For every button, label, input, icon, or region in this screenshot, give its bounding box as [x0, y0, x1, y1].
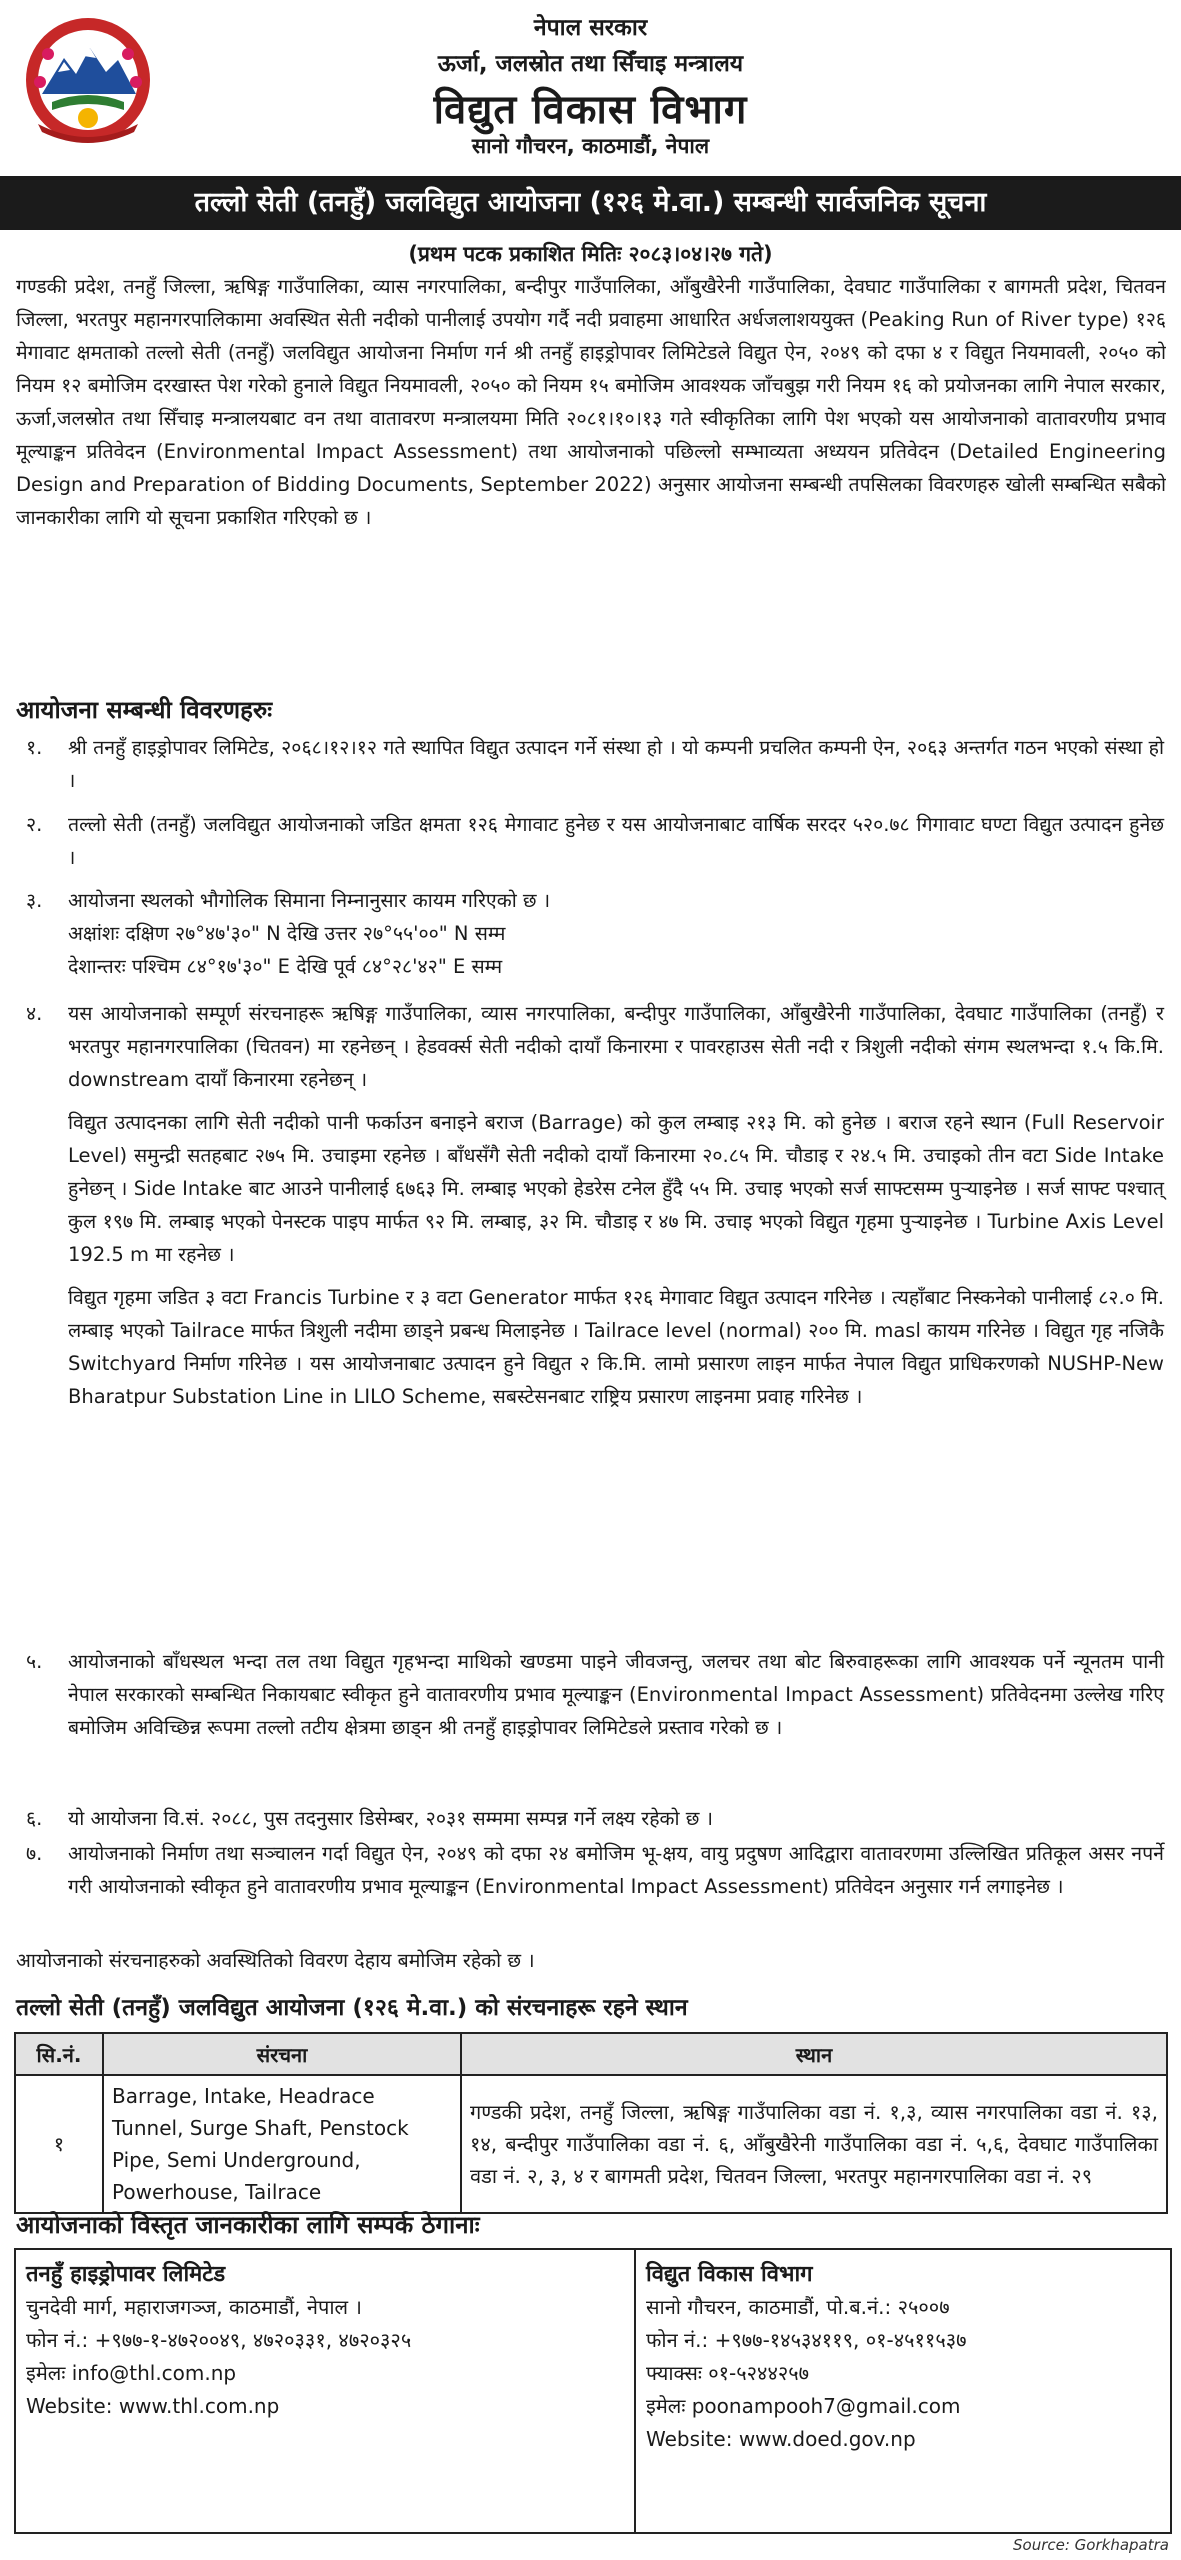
column-header: स्थान: [461, 2033, 1167, 2075]
page-header: [0, 0, 1181, 160]
item-text: श्री तनहुँ हाइड्रोपावर लिमिटेड, २०६८।१२।१२ गते स्थापित विद्युत उत्पादन गर्ने संस्था हो । यो कम्पनी प्रचलित कम्पनी ऐन, २०६३ अन्तर्गत गठन भएको संस्था हो ।: [68, 736, 1164, 792]
details-closing: आयोजनाको संरचनाहरुको अवस्थितिको विवरण देहाय बमोजिम रहेको छ ।: [16, 1949, 535, 1972]
government-name: नेपाल सरकार: [533, 15, 648, 41]
item-number: ३.: [26, 889, 43, 912]
ministry-name: ऊर्जा, जलस्रोत तथा सिँचाइ मन्त्रालय: [437, 51, 744, 77]
contact-email: इमेलः info@thl.com.np: [26, 2361, 237, 2385]
structures-paragraph: यस आयोजनाको सम्पूर्ण संरचनाहरू ऋषिङ्ग गाउँपालिका, व्यास नगरपालिका, बन्दीपुर गाउँपालिका, आँबुखैरेनी गाउँपालिका, देवघाट गाउँपालिका (तनहुँ) र भरतपुर महानगरपालिका (चितवन) मा रहनेछन् । हेडवर्क्स सेती नदीको दायाँ किनारमा र पावरहाउस सेती नदी र त्रिशुली नदीको संगम स्थलभन्दा १.५ कि.मि. downstream दायाँ किनारमा रहनेछन् ।: [68, 1002, 1164, 1091]
serial-cell: १: [15, 2075, 103, 2213]
table-row: [15, 2075, 1167, 2213]
contact-section: [14, 2248, 1172, 2534]
item-text: आयोजना स्थलको भौगोलिक सिमाना निम्नानुसार कायम गरिएको छ ।: [68, 889, 551, 912]
detail-item-3: [16, 884, 1166, 984]
contact-email: इमेलः poonampooh7@gmail.com: [646, 2394, 961, 2418]
contact-name: तनहुँ हाइड्रोपावर लिमिटेड: [26, 2262, 226, 2287]
contact-address: चुनदेवी मार्ग, महाराजगञ्ज, काठमाडौं, नेपाल ।: [26, 2295, 362, 2319]
contact-phone: फोन नं.: +९७७-१४५३४११९, ०१-४५११५३७: [646, 2328, 967, 2352]
intro-paragraph: गण्डकी प्रदेश, तनहुँ जिल्ला, ऋषिङ्ग गाउँपालिका, व्यास नगरपालिका, बन्दीपुर गाउँपालिका, आँबुखैरेनी गाउँपालिका, देवघाट गाउँपालिका र बागमती प्रदेश, चितवन जिल्ला, भरतपुर महानगरपालिकामा अवस्थित सेती नदीको पानीलाई उपयोग गर्दै नदी प्रवाहमा आधारित अर्धजलाशययुक्त (Peaking Run of River type) १२६ मेगावाट क्षमताको तल्लो सेती (तनहुँ) जलविद्युत आयोजना निर्माण गर्न श्री तनहुँ हाइड्रोपावर लिमिटेडले विद्युत ऐन, २०४९ को दफा ४ र विद्युत नियमावली, २०५० को नियम १२ बमोजिम दरखास्त पेश गरेको हुनाले विद्युत नियमावली, २०५० को नियम १५ बमोजिम आवश्यक जाँचबुझ गरी नियम १६ को प्रयोजनका लागि नेपाल सरकार, ऊर्जा,जलस्रोत तथा सिँचाइ मन्त्रालयबाट वन तथा वातावरण मन्त्रालयमा मिति २०८१।१०।१३ गते स्वीकृतिका लागि पेश भएको यस आयोजनाको वातावरणीय प्रभाव मूल्याङ्कन प्रतिवेदन (Environmental Impact Assessment) तथा आयोजनाको पछिल्लो सम्भाव्यता अध्ययन प्रतिवेदन (Detailed Engineering Design and Preparation of Bidding Documents, September 2022) अनुसार आयोजना सम्बन्धी तपसिलका विवरणहरु खोली सम्बन्धित सबैको जानकारीका लागि यो सूचना प्रकाशित गरिएको छ ।: [16, 275, 1166, 529]
powerhouse-paragraph: विद्युत गृहमा जडित ३ वटा Francis Turbine र ३ वटा Generator मार्फत १२६ मेगावाट विद्युत उत्पादन गरिनेछ । त्यहाँबाट निस्कनेको पानीलाई ८२.० मि. लम्बाइ भएको Tailrace मार्फत त्रिशुली नदीमा छाड्ने प्रबन्ध मिलाइनेछ । Tailrace level (normal) २०० मि. masl कायम गरिनेछ । विद्युत गृह नजिकै Switchyard निर्माण गरिनेछ । यस आयोजनाबाट उत्पादन हुने विद्युत २ कि.मि. लामो प्रसारण लाइन मार्फत नेपाल विद्युत प्राधिकरणको NUSHP-New Bharatpur Substation Line in LILO Scheme, सबस्टेसनबाट राष्ट्रिय प्रसारण लाइनमा प्रवाह गरिनेछ ।: [68, 1286, 1164, 1408]
location-cell: गण्डकी प्रदेश, तनहुँ जिल्ला, ऋषिङ्ग गाउँपालिका वडा नं. १,३, व्यास नगरपालिका वडा नं. १३, १४, बन्दीपुर गाउँपालिका वडा नं. ६, आँबुखैरेनी गाउँपालिका वडा नं. ५,६, देवघाट गाउँपालिका वडा नं. २, ३, ४ र बागमती प्रदेश, चितवन जिल्ला, भरतपुर महानगरपालिका वडा नं. २९: [461, 2075, 1167, 2213]
contact-thl: [16, 2250, 636, 2532]
department-name: विद्युत विकास विभाग: [433, 87, 748, 133]
item-number: ५.: [26, 1650, 43, 1673]
publication-date: (प्रथम पटक प्रकाशित मितिः २०८३।०४।२७ गते): [408, 242, 773, 266]
contact-website: Website: www.doed.gov.np: [646, 2427, 916, 2451]
item-text-block: [68, 997, 1164, 1423]
item-number: ४.: [26, 1002, 43, 1025]
item-number: ७.: [26, 1842, 43, 1865]
source-credit: Source: Gorkhapatra: [1013, 2536, 1169, 2554]
barrage-paragraph: विद्युत उत्पादनका लागि सेती नदीको पानी फर्काउन बनाइने बराज (Barrage) को कुल लम्बाइ २१३ मि. को हुनेछ । बराज रहने स्थान (Full Reservoir Level) समुन्द्री सतहबाट २७५ मि. उचाइमा रहनेछ । बाँधसँगै सेती नदीको दायाँ किनारमा २०.८५ मि. चौडाइ र २४.५ मि. उचाइको तीन वटा Side Intake हुनेछन् । Side Intake बाट आउने पानीलाई ६७६३ मि. लम्बाइ भएको हेडरेस टनेल हुँदै ५५ मि. उचाइ भएको सर्ज साफ्टसम्म पुऱ्याइनेछ । सर्ज साफ्ट पश्चात् कुल १९७ मि. लम्बाइ भएको पेनस्टक पाइप मार्फत ९२ मि. लम्बाइ, ३२ मि. चौडाइ र ४७ मि. उचाइ भएको विद्युत गृहमा पुऱ्याइनेछ । Turbine Axis Level 192.5 m मा रहनेछ ।: [68, 1111, 1164, 1266]
detail-item-4: [16, 997, 1166, 1639]
details-heading: आयोजना सम्बन्धी विवरणहरुः: [16, 696, 273, 724]
structure-cell: Barrage, Intake, Headrace Tunnel, Surge Shaft, Penstock Pipe, Semi Underground, Powerhouse, Tailrace: [103, 2075, 461, 2213]
detail-item-1: [16, 731, 1166, 797]
contact-address: सानो गौचरन, काठमाडौं, पो.ब.नं.: २५००७: [646, 2295, 950, 2319]
detail-item-6: [16, 1802, 1166, 1836]
item-text: यो आयोजना वि.सं. २०८८, पुस तदनुसार डिसेम्बर, २०३१ सम्ममा सम्पन्न गर्ने लक्ष्य रहेको छ ।: [68, 1807, 714, 1830]
contact-heading: आयोजनाको विस्तृत जानकारीका लागि सम्पर्क ठेगानाः: [16, 2211, 480, 2239]
department-address: सानो गौचरन, काठमाडौं, नेपाल: [471, 134, 710, 158]
item-number: २.: [26, 813, 43, 836]
item-text: आयोजनाको निर्माण तथा सञ्चालन गर्दा विद्युत ऐन, २०४९ को दफा २४ बमोजिम भू-क्षय, वायु प्रदुषण आदिद्वारा वातावरणमा उल्लिखित प्रतिकूल असर नपर्ने गरी आयोजनाको स्वीकृत हुने वातावरणीय प्रभाव मूल्याङ्कन (Environmental Impact Assessment) प्रतिवेदन अनुसार गर्न लगाइनेछ ।: [68, 1842, 1164, 1898]
column-header: सि.नं.: [15, 2033, 103, 2075]
item-text: आयोजनाको बाँधस्थल भन्दा तल तथा विद्युत गृहभन्दा माथिको खण्डमा पाइने जीवजन्तु, जलचर तथा बोट बिरुवाहरूका लागि आवश्यक पर्ने न्यूनतम पानी नेपाल सरकारको सम्बन्धित निकायबाट स्वीकृत हुने वातावरणीय प्रभाव मूल्याङ्कन (Environmental Impact Assessment) प्रतिवेदनमा उल्लेख गरिए बमोजिम अविच्छिन्न रूपमा तल्लो तटीय क्षेत्रमा छाड्न श्री तनहुँ हाइड्रोपावर लिमिटेडले प्रस्ताव गरेको छ ।: [68, 1650, 1164, 1739]
latitude-range: अक्षांशः दक्षिण २७°४७'३०" N देखि उत्तर २७°५५'००" N सम्म: [68, 922, 506, 945]
item-number: ६.: [26, 1807, 43, 1830]
table-header-row: [15, 2033, 1167, 2075]
structures-heading: तल्लो सेती (तनहुँ) जलविद्युत आयोजना (१२६ मे.वा.) को संरचनाहरू रहने स्थान: [16, 1995, 688, 2021]
detail-item-7: [16, 1837, 1166, 1937]
item-number: १.: [26, 736, 43, 759]
contact-phone: फोन नं.: +९७७-१-४७२००४९, ४७२०३३१, ४७२०३२५: [26, 2328, 412, 2352]
notice-title: तल्लो सेती (तनहुँ) जलविद्युत आयोजना (१२६ मे.वा.) सम्बन्धी सार्वजनिक सूचना: [0, 176, 1181, 230]
longitude-range: देशान्तरः पश्चिम ८४°१७'३०" E देखि पूर्व ८४°२८'४२" E सम्म: [68, 955, 503, 978]
item-text-block: [68, 884, 1164, 983]
item-text: तल्लो सेती (तनहुँ) जलविद्युत आयोजनाको जडित क्षमता १२६ मेगावाट हुनेछ र यस आयोजनाबाट वार्षिक सरदर ५२०.७८ गिगावाट घण्टा विद्युत उत्पादन हुनेछ ।: [68, 813, 1164, 869]
contact-fax: फ्याक्सः ०१-५२४४२५७: [646, 2361, 810, 2385]
contact-name: विद्युत विकास विभाग: [646, 2262, 813, 2287]
column-header: संरचना: [103, 2033, 461, 2075]
structures-table: [14, 2032, 1168, 2214]
detail-item-5: [16, 1645, 1166, 1777]
detail-item-2: [16, 808, 1166, 874]
contact-doed: [636, 2250, 1166, 2532]
contact-website: Website: www.thl.com.np: [26, 2394, 280, 2418]
